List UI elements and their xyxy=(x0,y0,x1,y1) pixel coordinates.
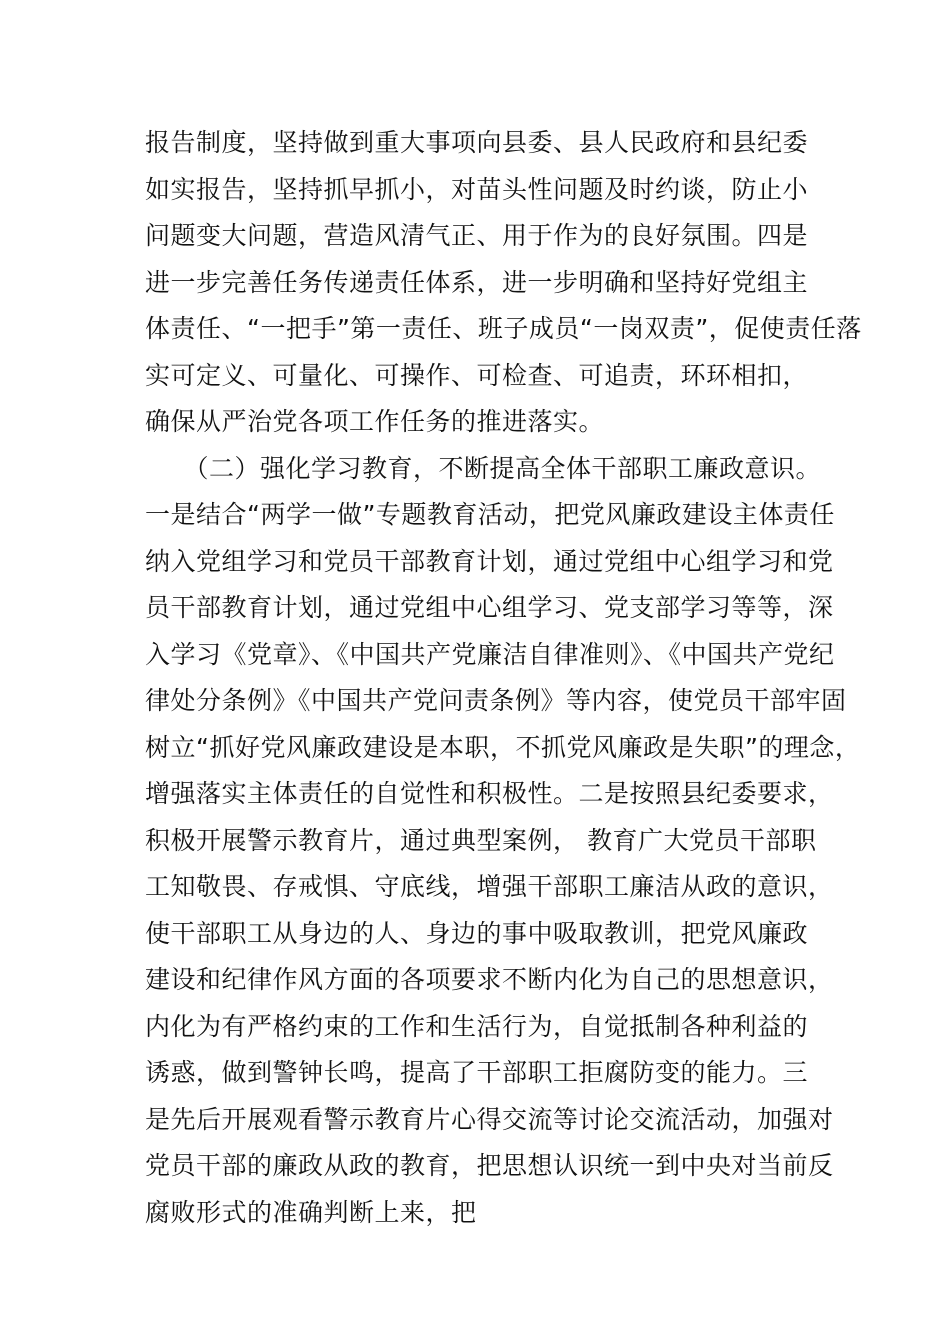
text-line: 党员干部的廉政从政的教育，把思想认识统一到中央对当前反 xyxy=(145,1151,834,1180)
text-line: 纳入党组学习和党员干部教育计划，通过党组中心组学习和党 xyxy=(145,546,834,576)
text-line: 内化为有严格约束的工作和生活行为，自觉抵制各种利益的 xyxy=(145,1011,809,1041)
text-line: 体责任、“一把手”第一责任、班子成员“一岗双责”，促使责任落 xyxy=(145,314,862,343)
section-heading-line: （二）强化学习教育，不断提高全体干部职工廉政意识。 xyxy=(145,453,822,483)
text-line: 建设和纪律作风方面的各项要求不断内化为自己的思想意识， xyxy=(145,965,834,994)
text-line: 是先后开展观看警示教育片心得交流等讨论交流活动，加强对 xyxy=(145,1104,834,1134)
text-line: 入学习《党章》、《中国共产党廉洁自律准则》、《中国共产党纪 xyxy=(145,639,835,669)
text-line: 增强落实主体责任的自觉性和积极性。二是按照县纪委要求， xyxy=(145,779,834,808)
text-line: 律处分条例》《中国共产党问责条例》等内容，使党员干部牢固 xyxy=(145,686,847,715)
text-line: 员干部教育计划，通过党组中心组学习、党支部学习等等，深 xyxy=(145,593,834,622)
text-line: 实可定义、可量化、可操作、可检查、可追责，环环相扣， xyxy=(145,360,809,390)
text-line: 如实报告，坚持抓早抓小，对苗头性问题及时约谈，防止小 xyxy=(145,174,809,204)
text-line: 树立“抓好党风廉政建设是本职，不抓党风廉政是失职”的理念， xyxy=(145,732,861,762)
text-line: 报告制度，坚持做到重大事项向县委、县人民政府和县纪委 xyxy=(145,128,809,157)
text-line: 腐败形式的准确判断上来，把 xyxy=(145,1197,477,1227)
text-line: 进一步完善任务传递责任体系，进一步明确和坚持好党组主 xyxy=(145,267,809,297)
text-line: 诱惑，做到警钟长鸣，提高了干部职工拒腐防变的能力。三 xyxy=(145,1058,809,1087)
text-line: 一是结合“两学一做”专题教育活动，把党风廉政建设主体责任 xyxy=(145,500,835,529)
text-line: 工知敬畏、存戒惧、守底线，增强干部职工廉洁从政的意识， xyxy=(145,872,834,901)
text-line: 确保从严治党各项工作任务的推进落实。 xyxy=(145,407,605,436)
body-text xyxy=(145,120,862,1236)
text-line: 使干部职工从身边的人、身边的事中吸取教训，把党风廉政 xyxy=(145,918,809,948)
text-line: 积极开展警示教育片，通过典型案例， 教育广大党员干部职 xyxy=(145,825,817,855)
text-line: 问题变大问题，营造风清气正、用于作为的良好氛围。四是 xyxy=(145,221,809,250)
